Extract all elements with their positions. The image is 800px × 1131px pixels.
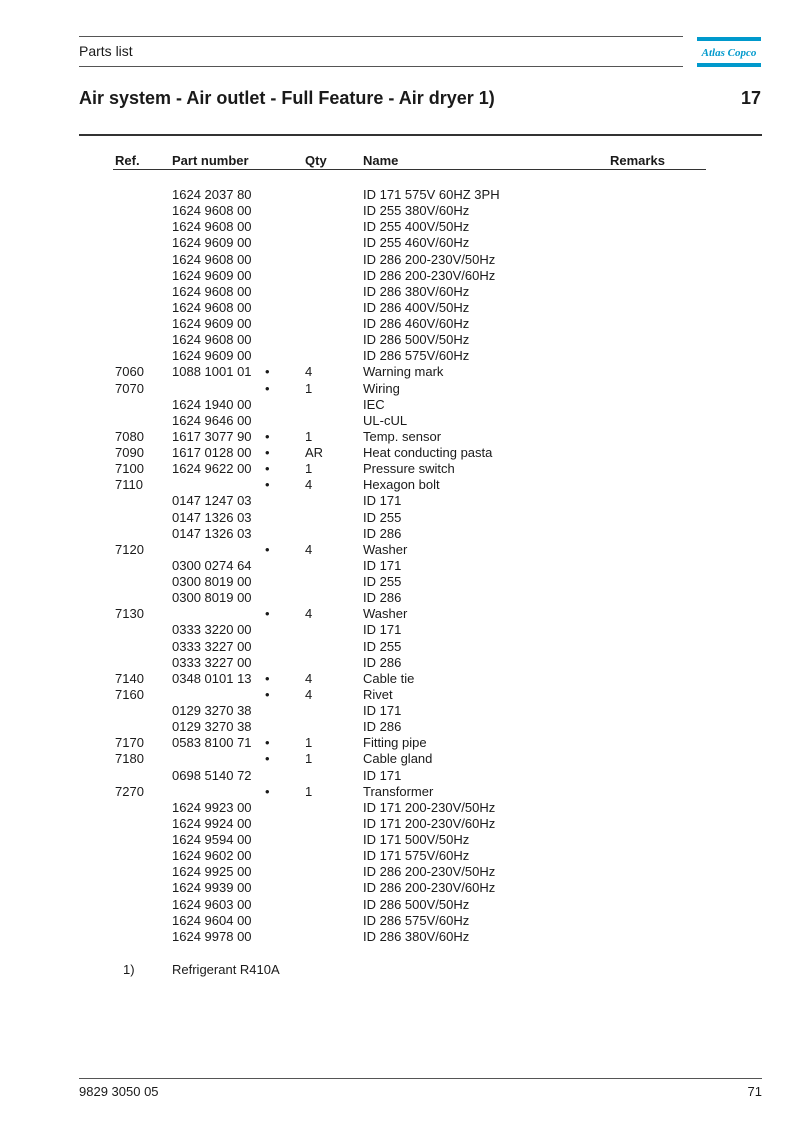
qty-cell: 1	[305, 380, 313, 396]
table-row	[0, 252, 800, 268]
table-row	[0, 268, 800, 284]
table-row	[0, 703, 800, 719]
ref-cell: 7180	[115, 751, 144, 767]
chapter-number: 17	[741, 88, 762, 108]
table-row	[0, 848, 800, 864]
table-row	[0, 219, 800, 235]
table-row	[0, 687, 800, 703]
table-row	[0, 913, 800, 929]
name-cell: ID 255 380V/60Hz	[363, 203, 470, 219]
qty-cell: 4	[305, 477, 313, 493]
table-row	[0, 300, 800, 316]
ref-cell: 7110	[115, 477, 143, 493]
table-row	[0, 316, 800, 332]
table-row	[0, 897, 800, 913]
bullet-cell: •	[265, 606, 270, 622]
part-number-cell: 1624 9608 00	[172, 251, 252, 267]
part-number-cell: 0333 3227 00	[172, 638, 252, 654]
bullet-cell: •	[265, 751, 270, 767]
name-cell: ID 286 200-230V/60Hz	[363, 267, 496, 283]
part-number-cell: 0300 8019 00	[172, 574, 252, 589]
name-cell: Temp. sensor	[363, 428, 442, 444]
name-cell: ID 286 200-230V/50Hz	[363, 251, 496, 267]
qty-cell: 1	[305, 751, 313, 767]
part-number-cell: 1624 9603 00	[172, 896, 252, 912]
table-row	[0, 719, 800, 735]
part-number-cell: 0300 0274 64	[172, 557, 252, 573]
header-label: Parts list	[79, 43, 133, 59]
table-row	[0, 864, 800, 880]
name-cell: ID 171 575V 60HZ 3PH	[363, 187, 500, 202]
part-number-cell: 1624 9609 00	[172, 267, 252, 283]
bullet-cell: •	[265, 783, 270, 799]
part-number-cell: 1624 9602 00	[172, 848, 252, 864]
table-row	[0, 461, 800, 477]
name-cell: ID 171	[363, 493, 402, 509]
table-row	[0, 477, 800, 493]
name-cell: ID 286 500V/50Hz	[363, 332, 470, 348]
table-row	[0, 187, 800, 203]
table-row	[0, 558, 800, 574]
bullet-cell: •	[265, 428, 270, 444]
part-number-cell: 1624 2037 80	[172, 187, 252, 202]
name-cell: Hexagon bolt	[363, 477, 440, 493]
table-row	[0, 655, 800, 671]
page-title: Air system - Air outlet - Full Feature - Air dryer 1)	[79, 88, 495, 108]
part-number-cell: 1624 9925 00	[172, 864, 252, 880]
document-number: 9829 3050 05	[79, 1084, 159, 1099]
part-number-cell: 1624 9608 00	[172, 219, 252, 235]
ref-cell: 7070	[115, 380, 144, 396]
bullet-cell: •	[265, 735, 270, 751]
column-header-name: Name	[363, 153, 399, 168]
footer-rule	[79, 1078, 762, 1079]
part-number-cell: 0147 1326 03	[172, 525, 252, 541]
name-cell: Warning mark	[363, 364, 444, 380]
ref-cell: 7100	[115, 461, 144, 477]
part-number-cell: 0300 8019 00	[172, 590, 252, 606]
table-row	[0, 413, 800, 429]
ref-cell: 7060	[115, 364, 144, 380]
name-cell: ID 171	[363, 622, 402, 638]
bullet-cell: •	[265, 445, 270, 460]
name-cell: ID 286 575V/60Hz	[363, 912, 470, 928]
part-number-cell: 1624 9939 00	[172, 880, 252, 896]
name-cell: ID 286 380V/60Hz	[363, 928, 470, 944]
ref-cell: 7130	[115, 606, 144, 622]
table-row	[0, 445, 800, 461]
page-number: 71	[747, 1084, 762, 1099]
title-rule	[79, 134, 762, 136]
qty-cell: 4	[305, 541, 313, 557]
bullet-cell: •	[265, 364, 270, 380]
part-number-cell: 1624 9608 00	[172, 299, 252, 315]
name-cell: Wiring	[363, 380, 400, 396]
name-cell: Washer	[363, 541, 408, 557]
name-cell: ID 286	[363, 590, 402, 606]
name-cell: ID 286 460V/60Hz	[363, 316, 470, 331]
name-cell: ID 286 400V/50Hz	[363, 299, 470, 315]
part-number-cell: 1624 9609 00	[172, 235, 252, 251]
table-row	[0, 800, 800, 816]
name-cell: Cable gland	[363, 751, 433, 767]
table-row	[0, 429, 800, 445]
table-row	[0, 816, 800, 832]
qty-cell: 4	[305, 364, 313, 380]
table-row	[0, 622, 800, 638]
name-cell: ID 286 500V/50Hz	[363, 896, 470, 912]
table-row	[0, 832, 800, 848]
part-number-cell: 1624 9608 00	[172, 203, 252, 219]
table-row	[0, 526, 800, 542]
name-cell: ID 286 200-230V/60Hz	[363, 880, 496, 896]
table-row	[0, 542, 800, 558]
table-row	[0, 784, 800, 800]
table-row	[0, 348, 800, 364]
table-row	[0, 284, 800, 300]
part-number-cell: 1624 9622 00	[172, 461, 252, 477]
footnote-marker: 1)	[123, 962, 135, 977]
table-row	[0, 510, 800, 526]
parts-table	[0, 187, 800, 945]
name-cell: ID 286 380V/60Hz	[363, 283, 470, 299]
name-cell: ID 171	[363, 767, 402, 783]
table-row	[0, 203, 800, 219]
name-cell: UL-cUL	[363, 412, 408, 428]
name-cell: Washer	[363, 606, 408, 622]
table-row	[0, 364, 800, 380]
table-row	[0, 929, 800, 945]
ref-cell: 7140	[115, 670, 144, 686]
part-number-cell: 1617 0128 00	[172, 445, 252, 460]
part-number-cell: 0147 1247 03	[172, 493, 252, 509]
table-row	[0, 768, 800, 784]
ref-cell: 7090	[115, 445, 144, 460]
part-number-cell: 1624 9978 00	[172, 928, 252, 944]
ref-cell: 7270	[115, 783, 144, 799]
name-cell: IEC	[363, 396, 385, 412]
part-number-cell: 1624 9924 00	[172, 815, 252, 831]
part-number-cell: 1624 9608 00	[172, 332, 252, 348]
part-number-cell: 0147 1326 03	[172, 509, 252, 525]
table-row	[0, 590, 800, 606]
table-row	[0, 671, 800, 687]
name-cell: Cable tie	[363, 670, 415, 686]
bullet-cell: •	[265, 670, 270, 686]
table-row	[0, 751, 800, 767]
name-cell: ID 286	[363, 525, 402, 541]
name-cell: Heat conducting pasta	[363, 445, 493, 460]
ref-cell: 7120	[115, 541, 144, 557]
part-number-cell: 1624 9608 00	[172, 283, 252, 299]
part-number-cell: 1624 9609 00	[172, 316, 252, 331]
part-number-cell: 1624 1940 00	[172, 396, 252, 412]
part-number-cell: 1624 9604 00	[172, 912, 252, 928]
part-number-cell: 0333 3227 00	[172, 654, 252, 670]
table-row	[0, 880, 800, 896]
name-cell: ID 286 200-230V/50Hz	[363, 864, 496, 880]
name-cell: Pressure switch	[363, 461, 455, 477]
column-header-part-number: Part number	[172, 153, 249, 168]
atlas-copco-logo	[697, 37, 761, 67]
table-row	[0, 574, 800, 590]
svg-text:Atlas Copco: Atlas Copco	[701, 47, 757, 59]
footnote-text: Refrigerant R410A	[172, 962, 280, 977]
ref-cell: 7170	[115, 735, 144, 751]
table-row	[0, 606, 800, 622]
part-number-cell: 0333 3220 00	[172, 622, 252, 638]
qty-cell: 4	[305, 670, 313, 686]
part-number-cell: 0698 5140 72	[172, 767, 252, 783]
bullet-cell: •	[265, 686, 270, 702]
qty-cell: 1	[305, 783, 313, 799]
part-number-cell: 1624 9594 00	[172, 832, 252, 847]
table-row	[0, 332, 800, 348]
qty-cell: 1	[305, 428, 313, 444]
name-cell: Rivet	[363, 686, 393, 702]
name-cell: ID 171 200-230V/60Hz	[363, 815, 496, 831]
qty-cell: 1	[305, 735, 313, 751]
name-cell: ID 255 460V/60Hz	[363, 235, 470, 251]
qty-cell: 1	[305, 461, 313, 477]
header-bottom-line	[79, 66, 683, 67]
name-cell: ID 171	[363, 557, 402, 573]
name-cell: ID 171 500V/50Hz	[363, 832, 470, 847]
bullet-cell: •	[265, 461, 270, 477]
name-cell: ID 255	[363, 509, 402, 525]
qty-cell: AR	[305, 445, 324, 460]
part-number-cell: 1088 1001 01	[172, 364, 252, 380]
part-number-cell: 0583 8100 71	[172, 735, 252, 751]
column-header-remarks: Remarks	[610, 153, 665, 168]
name-cell: ID 171 575V/60Hz	[363, 848, 470, 864]
name-cell: Fitting pipe	[363, 735, 427, 751]
header-rule	[113, 169, 706, 170]
part-number-cell: 1624 9646 00	[172, 412, 252, 428]
table-row	[0, 735, 800, 751]
ref-cell: 7080	[115, 428, 144, 444]
bullet-cell: •	[265, 477, 270, 493]
bullet-cell: •	[265, 541, 270, 557]
header-top-line	[79, 36, 683, 37]
ref-cell: 7160	[115, 686, 144, 702]
column-header-qty: Qty	[305, 153, 327, 168]
name-cell: Transformer	[363, 783, 434, 799]
name-cell: ID 255	[363, 574, 402, 589]
table-row	[0, 639, 800, 655]
table-row	[0, 235, 800, 251]
part-number-cell: 1624 9923 00	[172, 799, 252, 815]
name-cell: ID 286	[363, 654, 402, 670]
table-row	[0, 381, 800, 397]
part-number-cell: 0129 3270 38	[172, 719, 252, 735]
part-number-cell: 1624 9609 00	[172, 348, 252, 364]
column-header-ref: Ref.	[115, 153, 140, 168]
name-cell: ID 286 575V/60Hz	[363, 348, 470, 364]
qty-cell: 4	[305, 606, 313, 622]
table-row	[0, 397, 800, 413]
part-number-cell: 0348 0101 13	[172, 670, 252, 686]
qty-cell: 4	[305, 686, 313, 702]
name-cell: ID 171	[363, 703, 402, 718]
bullet-cell: •	[265, 380, 270, 396]
name-cell: ID 171 200-230V/50Hz	[363, 799, 496, 815]
name-cell: ID 255	[363, 638, 402, 654]
part-number-cell: 0129 3270 38	[172, 703, 252, 718]
name-cell: ID 255 400V/50Hz	[363, 219, 470, 235]
table-row	[0, 493, 800, 509]
part-number-cell: 1617 3077 90	[172, 428, 252, 444]
name-cell: ID 286	[363, 719, 402, 735]
